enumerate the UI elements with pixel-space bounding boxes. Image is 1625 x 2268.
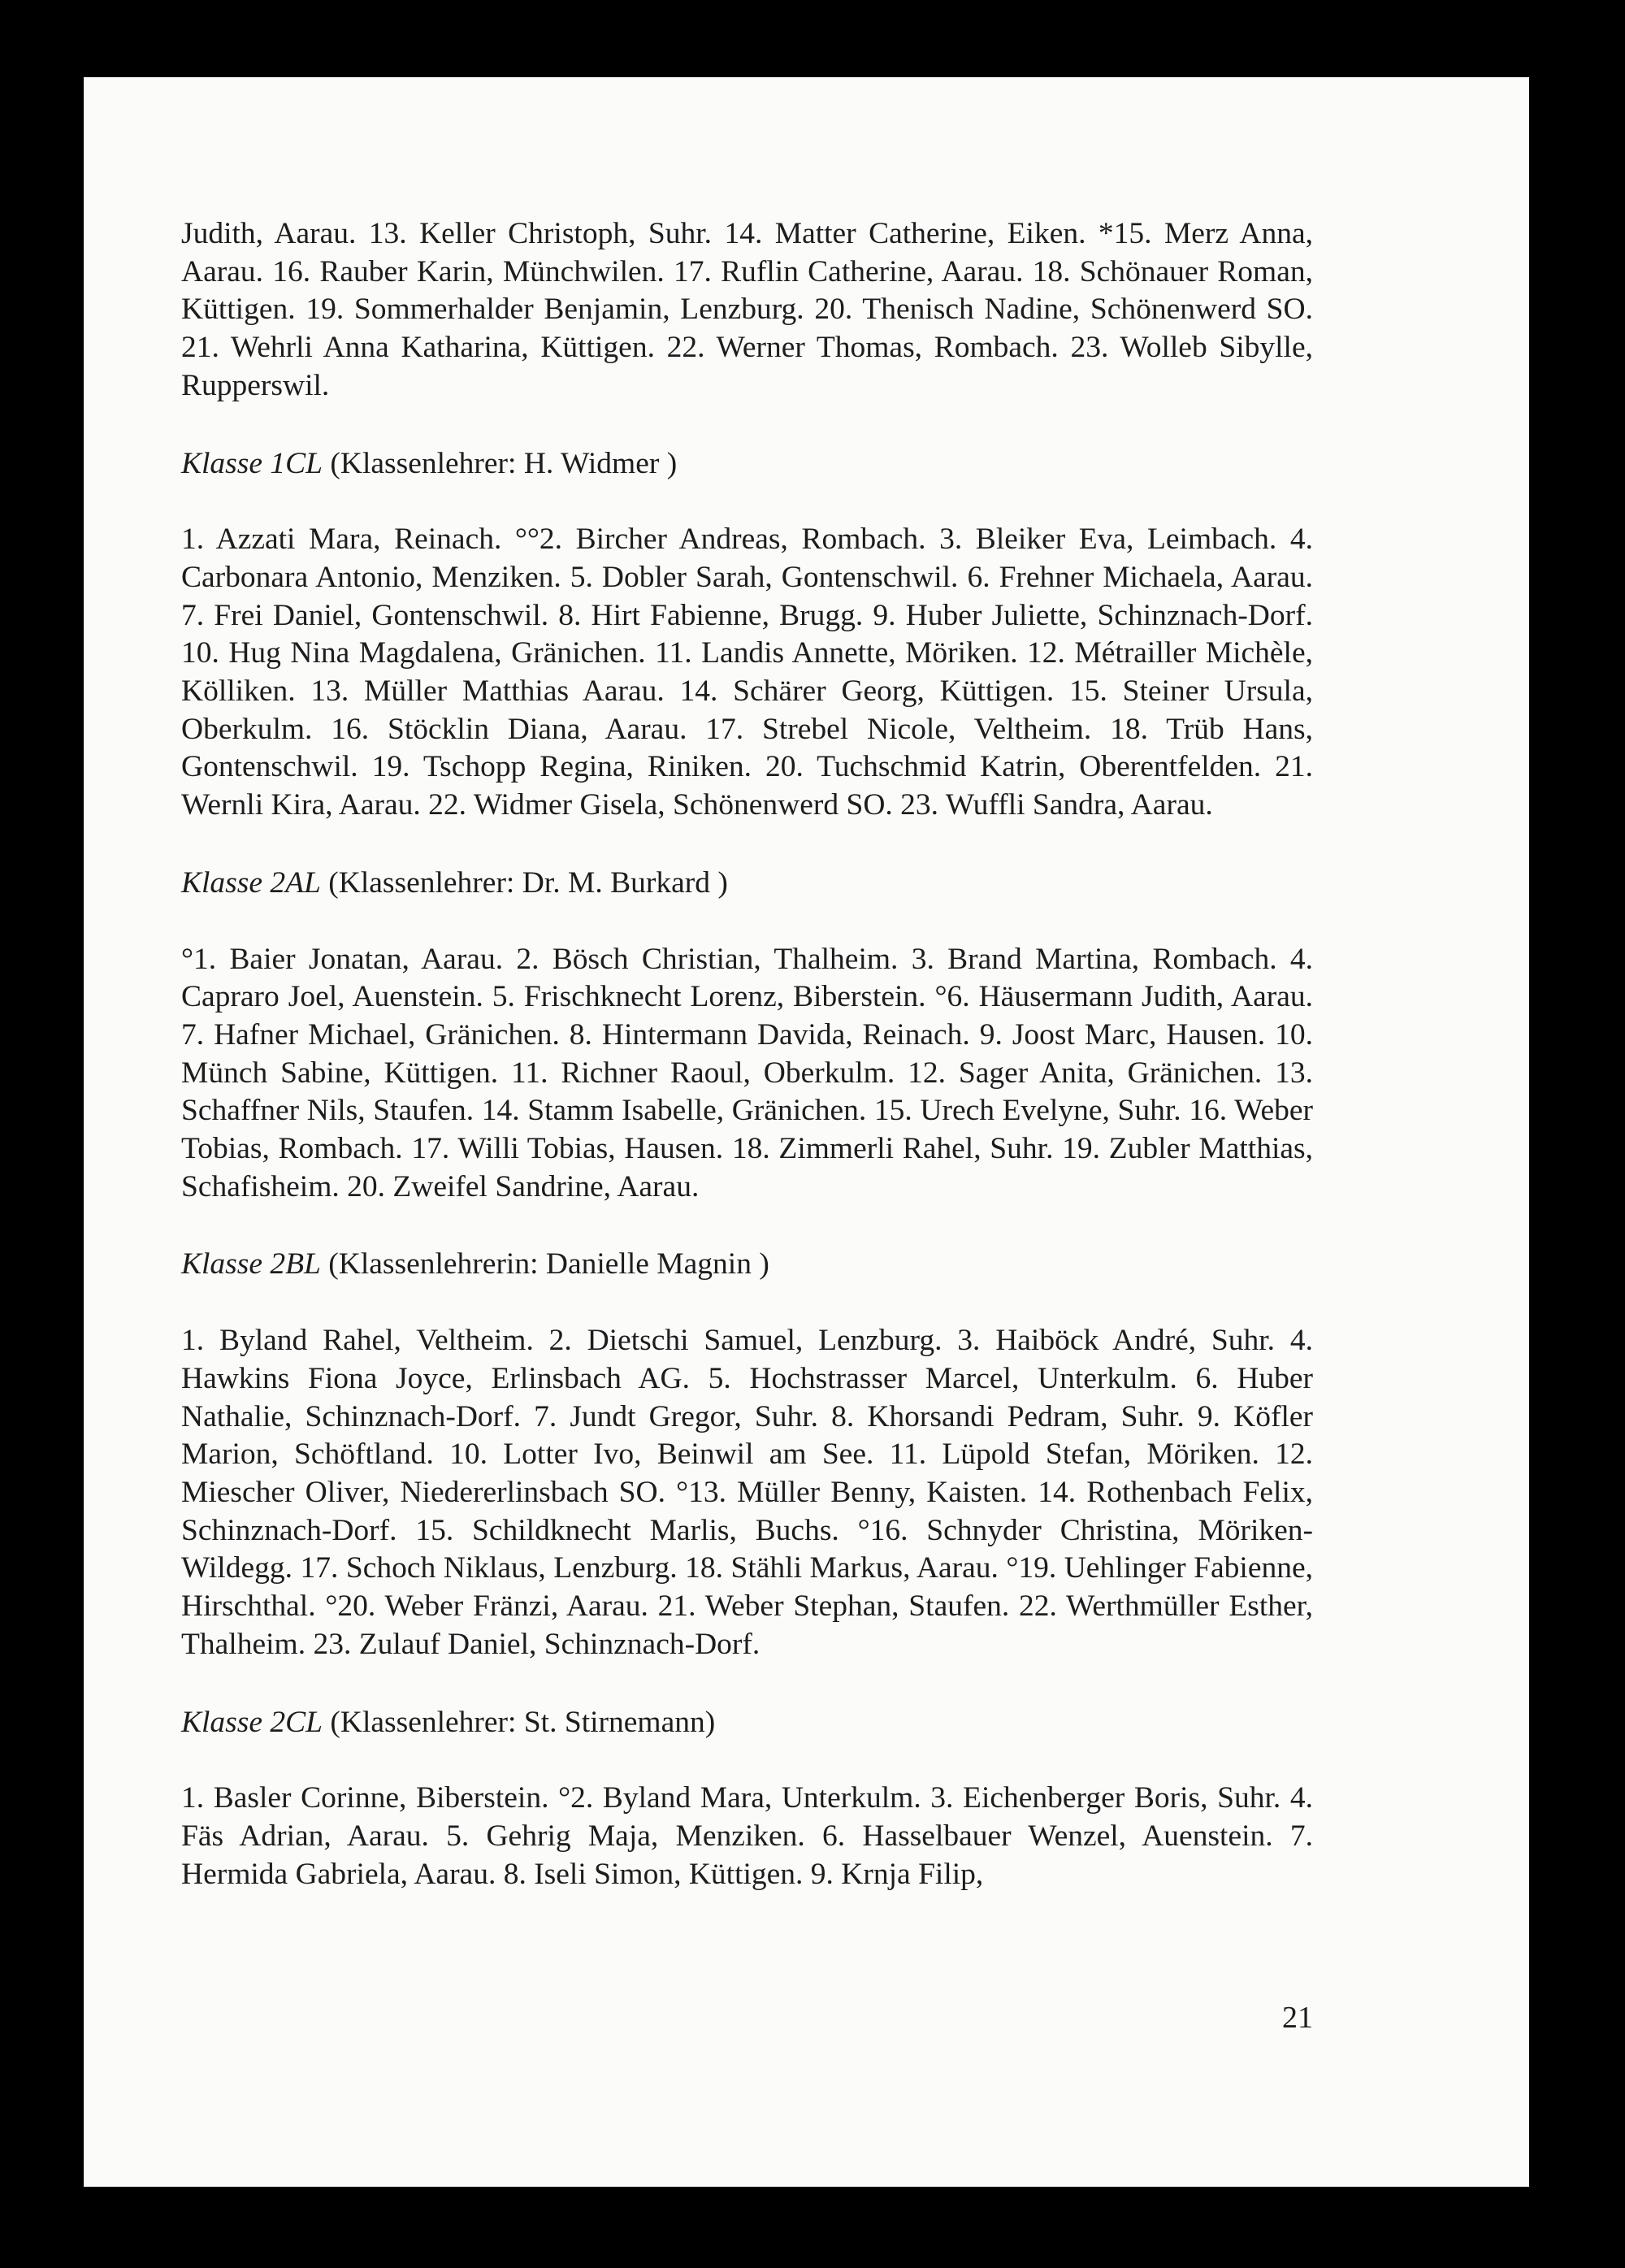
- text-body: [181, 215, 1313, 1893]
- student-list-2al: °1. Baier Jonatan, Aarau. 2. Bösch Christian, Thalheim. 3. Brand Martina, Rombach. 4. Capraro Joel, Auenstein. 5. Frischknecht Lorenz, Biberstein. °6. Häusermann Judith, Aarau. 7. Hafner Michael, Gränichen. 8. Hintermann Davida, Reinach. 9. Joost Marc, Hausen. 10. Münch Sabine, Küttigen. 11. Richner Raoul, Oberkulm. 12. Sager Anita, Gränichen. 13. Schaffner Nils, Staufen. 14. Stamm Isabelle, Gränichen. 15. Urech Evelyne, Suhr. 16. Weber Tobias, Rombach. 17. Willi Tobias, Hausen. 18. Zimmerli Rahel, Suhr. 19. Zubler Matthias, Schafisheim. 20. Zweifel Sandrine, Aarau.: [181, 942, 1313, 1203]
- student-list-2bl: 1. Byland Rahel, Veltheim. 2. Dietschi Samuel, Lenzburg. 3. Haiböck André, Suhr. 4. Hawkins Fiona Joyce, Erlinsbach AG. 5. Hochstrasser Marcel, Unterkulm. 6. Huber Nathalie, Schinznach-Dorf. 7. Jundt Gregor, Suhr. 8. Khorsandi Pedram, Suhr. 9. Köfler Marion, Schöftland. 10. Lotter Ivo, Beinwil am See. 11. Lüpold Stefan, Möriken. 12. Miescher Oliver, Niedererlinsbach SO. °13. Müller Benny, Kaisten. 14. Rothenbach Felix, Schinznach-Dorf. 15. Schildknecht Marlis, Buchs. °16. Schnyder Christina, Möriken-Wildegg. 17. Schoch Niklaus, Lenzburg. 18. Stähli Markus, Aarau. °19. Uehlinger Fabienne, Hirschthal. °20. Weber Fränzi, Aarau. 21. Weber Stephan, Staufen. 22. Werthmüller Esther, Thalheim. 23. Zulauf Daniel, Schinznach-Dorf.: [181, 1324, 1313, 1661]
- class-name: Klasse 2AL: [181, 865, 321, 900]
- class-name: Klasse 1CL: [181, 446, 323, 480]
- class-name: Klasse 2BL: [181, 1247, 321, 1281]
- class-name: Klasse 2CL: [181, 1705, 323, 1739]
- class-teacher: (Klassenlehrer: St. Stirnemann): [330, 1705, 716, 1739]
- page-number: 21: [1282, 2001, 1313, 2035]
- section-heading-2bl: [181, 1246, 1313, 1284]
- class-teacher: (Klassenlehrerin: Danielle Magnin ): [328, 1247, 769, 1281]
- student-list-2cl: 1. Basler Corinne, Biberstein. °2. Byland Mara, Unterkulm. 3. Eichenberger Boris, Suhr. 4. Fäs Adrian, Aarau. 5. Gehrig Maja, Menziken. 6. Hasselbauer Wenzel, Auenstein. 7. Hermida Gabriela, Aarau. 8. Iseli Simon, Küttigen. 9. Krnja Filip,: [181, 1781, 1313, 1891]
- section-heading-2cl: [181, 1704, 1313, 1742]
- section-heading-2al: [181, 865, 1313, 903]
- section-heading-1cl: [181, 445, 1313, 484]
- student-list-1cl: 1. Azzati Mara, Reinach. °°2. Bircher Andreas, Rombach. 3. Bleiker Eva, Leimbach. 4. Carbonara Antonio, Menziken. 5. Dobler Sarah, Gontenschwil. 6. Frehner Michaela, Aarau. 7. Frei Daniel, Gontenschwil. 8. Hirt Fabienne, Brugg. 9. Huber Juliette, Schinznach-Dorf. 10. Hug Nina Magdalena, Gränichen. 11. Landis Annette, Möriken. 12. Métrailler Michèle, Kölliken. 13. Müller Matthias Aarau. 14. Schärer Georg, Küttigen. 15. Steiner Ursula, Oberkulm. 16. Stöcklin Diana, Aarau. 17. Strebel Nicole, Veltheim. 18. Trüb Hans, Gontenschwil. 19. Tschopp Regina, Riniken. 20. Tuchschmid Katrin, Oberentfelden. 21. Wernli Kira, Aarau. 22. Widmer Gisela, Schönenwerd SO. 23. Wuffli Sandra, Aarau.: [181, 523, 1313, 822]
- page: [84, 77, 1529, 2187]
- class-teacher: (Klassenlehrer: H. Widmer ): [330, 446, 678, 480]
- intro-paragraph: Judith, Aarau. 13. Keller Christoph, Suhr. 14. Matter Catherine, Eiken. *15. Merz Anna, Aarau. 16. Rauber Karin, Münchwilen. 17. Ruflin Catherine, Aarau. 18. Schönauer Roman, Küttigen. 19. Sommerhalder Benjamin, Lenzburg. 20. Thenisch Nadine, Schönenwerd SO. 21. Wehrli Anna Katharina, Küttigen. 22. Werner Thomas, Rombach. 23. Wolleb Sibylle, Rupperswil.: [181, 217, 1313, 402]
- class-teacher: (Klassenlehrer: Dr. M. Burkard ): [328, 865, 728, 900]
